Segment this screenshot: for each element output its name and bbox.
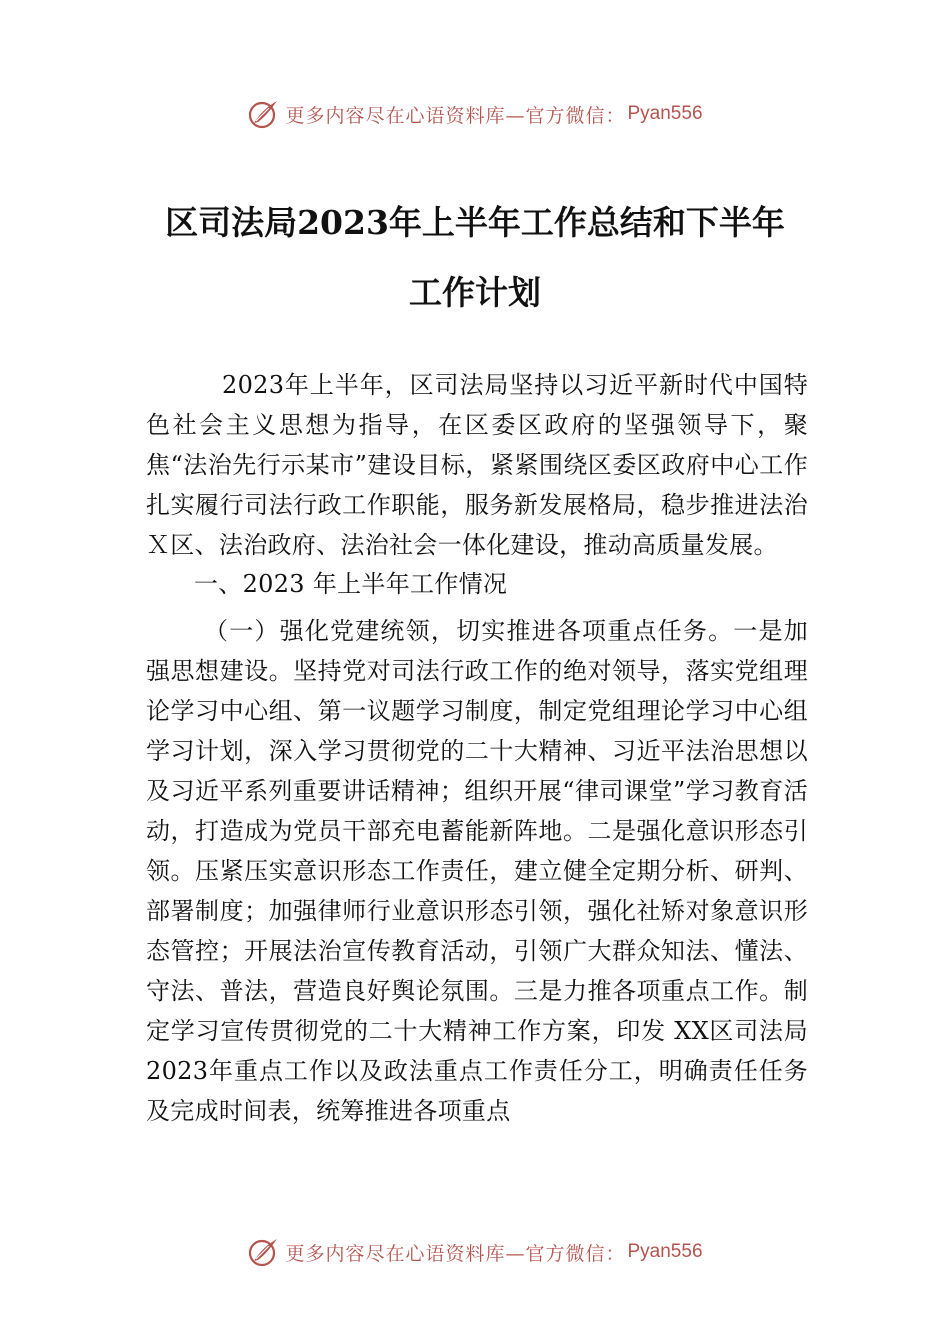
section-paragraph: （一）强化党建统领，切实推进各项重点任务。一是加强思想建设。坚持党对司法行政工作的绝对领导，落实党组理论学习中心组、第一议题学习制度，制定党组理论学习中心组学习计划，深入学习贯彻党的二十大精神、习近平法治思想以及习近平系列重要讲话精神；组织开展“律司课堂”学习教育活动，打造成为党员干部充电蓄能新阵地。二是强化意识形态引领。压紧压实意识形态工作责任，建立健全定期分析、研判、部署制度；加强律师行业意识形态引领，强化社矫对象意识形态管控；开展法治宣传教育活动，引领广大群众知法、懂法、守法、普法，营造良好舆论氛围。三是力推各项重点工作。制定学习宣传贯彻党的二十大精神工作方案，印发 XX区司法局 2023年重点工作以及政法重点工作责任分工，明确责任任务及完成时间表，统筹推进各项重点 (146, 617, 808, 1125)
title-line-1: 区司法局2023年上半年工作总结和下半年 (165, 203, 785, 242)
header-banner (0, 94, 950, 134)
section-heading: 一、2023 年上半年工作情况 (194, 570, 508, 598)
banner-text: 更多内容尽在心语资料库—官方微信： (285, 1242, 626, 1265)
wechat-id: Pyan556 (627, 103, 703, 124)
banner-text: 更多内容尽在心语资料库—官方微信： (285, 104, 626, 127)
intro-paragraph: 2023年上半年，区司法局坚持以习近平新时代中国特色社会主义思想为指导，在区委区政府的坚强领导下，聚焦“法治先行示某市”建设目标，紧紧围绕区委区政府中心工作扎实履行司法行政工作职能，服务新发展格局，稳步推进法治Ｘ区、法治政府、法治社会一体化建设，推动高质量发展。 (146, 371, 808, 559)
title-line-2: 工作计划 (409, 273, 541, 312)
wechat-id: Pyan556 (627, 1241, 703, 1262)
quill-logo-icon (247, 1235, 281, 1269)
document-title (130, 188, 820, 328)
document-body (146, 365, 808, 1131)
quill-logo-icon (247, 97, 281, 131)
footer-banner (0, 1232, 950, 1272)
